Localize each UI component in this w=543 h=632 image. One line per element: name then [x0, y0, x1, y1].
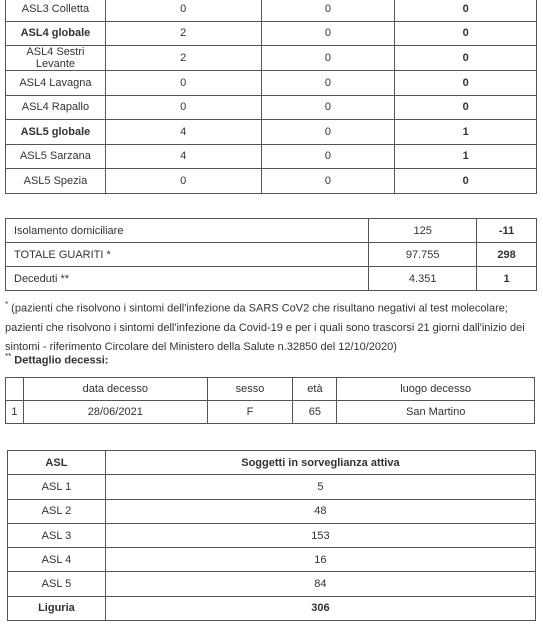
- asl-value-2: 0: [261, 71, 395, 96]
- asl-value-1: 0: [105, 169, 261, 194]
- header-cell-index: [6, 378, 24, 401]
- table-row: [6, 401, 535, 424]
- deaths-marker: **: [5, 352, 12, 361]
- asl-value-1: 0: [105, 0, 261, 21]
- table-row: [8, 572, 536, 596]
- surveillance-table: [7, 450, 536, 621]
- death-sex: F: [207, 401, 293, 424]
- deaths-title: [5, 352, 108, 367]
- asl-value-1: 4: [105, 144, 261, 169]
- surveillance-value: 48: [105, 499, 535, 523]
- asl-value-3: 0: [395, 21, 537, 46]
- header-cell-sex: sesso: [207, 378, 293, 401]
- asl-name: ASL4 Rapallo: [6, 95, 106, 120]
- summary-table: [5, 218, 537, 291]
- asl-value-2: 0: [261, 144, 395, 169]
- table-row: [6, 120, 537, 145]
- death-place: San Martino: [337, 401, 535, 424]
- table-row: [8, 499, 536, 523]
- surveillance-asl: ASL 5: [8, 572, 106, 596]
- table-row: [6, 219, 537, 243]
- surveillance-asl: ASL 4: [8, 548, 106, 572]
- asl-breakdown-table: [5, 0, 537, 194]
- asl-name: ASL5 Spezia: [6, 169, 106, 194]
- asl-name: ASL5 globale: [6, 120, 106, 145]
- table-row: [8, 548, 536, 572]
- surveillance-asl: ASL 2: [8, 499, 106, 523]
- asl-name: ASL4 globale: [6, 21, 106, 46]
- header-cell-subjects: Soggetti in sorveglianza attiva: [105, 451, 535, 475]
- header-cell-date: data decesso: [23, 378, 207, 401]
- summary-delta: 1: [477, 267, 537, 291]
- asl-value-3: 0: [395, 169, 537, 194]
- summary-label: Isolamento domiciliare: [6, 219, 369, 243]
- table-row: [8, 523, 536, 547]
- asl-name: ASL5 Sarzana: [6, 144, 106, 169]
- table-header-row: [6, 378, 535, 401]
- asl-value-1: 0: [105, 71, 261, 96]
- summary-delta: 298: [477, 243, 537, 267]
- asl-value-2: 0: [261, 95, 395, 120]
- asl-value-1: 2: [105, 46, 261, 71]
- table-header-row: [8, 451, 536, 475]
- header-cell-age: età: [293, 378, 337, 401]
- table-total-row: [8, 596, 536, 620]
- asl-value-3: 1: [395, 144, 537, 169]
- table-row: [6, 267, 537, 291]
- header-cell-place: luogo decesso: [337, 378, 535, 401]
- surveillance-value: 153: [105, 523, 535, 547]
- summary-value: 4.351: [369, 267, 477, 291]
- asl-value-3: 0: [395, 95, 537, 120]
- asl-value-2: 0: [261, 21, 395, 46]
- deaths-title-text: Dettaglio decessi:: [14, 354, 109, 367]
- surveillance-total-label: Liguria: [8, 596, 106, 620]
- surveillance-asl: ASL 3: [8, 523, 106, 547]
- footnote-text: (pazienti che risolvono i sintomi dell'infezione da SARS CoV2 che risultano negativi al test molecolare; pazienti che risolvono i sintomi dell'infezione da Covid-19 e per i quali sono trascorsi 21 giorni dall'inizio dei sintomi - riferimento Circolare del Ministero della Salute n.32850 del 12/10/2020): [5, 302, 525, 353]
- table-row: [6, 144, 537, 169]
- deaths-table: [5, 377, 535, 424]
- death-index: 1: [6, 401, 24, 424]
- footnote: [5, 295, 538, 357]
- asl-name: ASL3 Colletta: [6, 0, 106, 21]
- surveillance-asl: ASL 1: [8, 475, 106, 499]
- table-row: [6, 0, 537, 21]
- asl-value-2: 0: [261, 120, 395, 145]
- surveillance-value: 16: [105, 548, 535, 572]
- death-date: 28/06/2021: [23, 401, 207, 424]
- surveillance-total-value: 306: [105, 596, 535, 620]
- asl-value-3: 1: [395, 120, 537, 145]
- asl-value-3: 0: [395, 71, 537, 96]
- asl-value-1: 0: [105, 95, 261, 120]
- asl-value-2: 0: [261, 0, 395, 21]
- footnote-marker: *: [5, 300, 9, 309]
- asl-value-1: 4: [105, 120, 261, 145]
- asl-name: ASL4 Lavagna: [6, 71, 106, 96]
- table-row: [6, 21, 537, 46]
- table-row: [6, 71, 537, 96]
- header-cell-asl: ASL: [8, 451, 106, 475]
- surveillance-value: 84: [105, 572, 535, 596]
- table-row: [6, 243, 537, 267]
- summary-label: Deceduti **: [6, 267, 369, 291]
- asl-value-3: 0: [395, 46, 537, 71]
- asl-name: ASL4 Sestri Levante: [6, 46, 106, 71]
- summary-value: 97.755: [369, 243, 477, 267]
- table-row: [6, 169, 537, 194]
- table-row: [6, 46, 537, 71]
- asl-value-3: 0: [395, 0, 537, 21]
- asl-value-2: 0: [261, 169, 395, 194]
- asl-value-2: 0: [261, 46, 395, 71]
- summary-delta: -11: [477, 219, 537, 243]
- summary-value: 125: [369, 219, 477, 243]
- table-row: [6, 95, 537, 120]
- asl-value-1: 2: [105, 21, 261, 46]
- death-age: 65: [293, 401, 337, 424]
- table-row: [8, 475, 536, 499]
- summary-label: TOTALE GUARITI *: [6, 243, 369, 267]
- surveillance-value: 5: [105, 475, 535, 499]
